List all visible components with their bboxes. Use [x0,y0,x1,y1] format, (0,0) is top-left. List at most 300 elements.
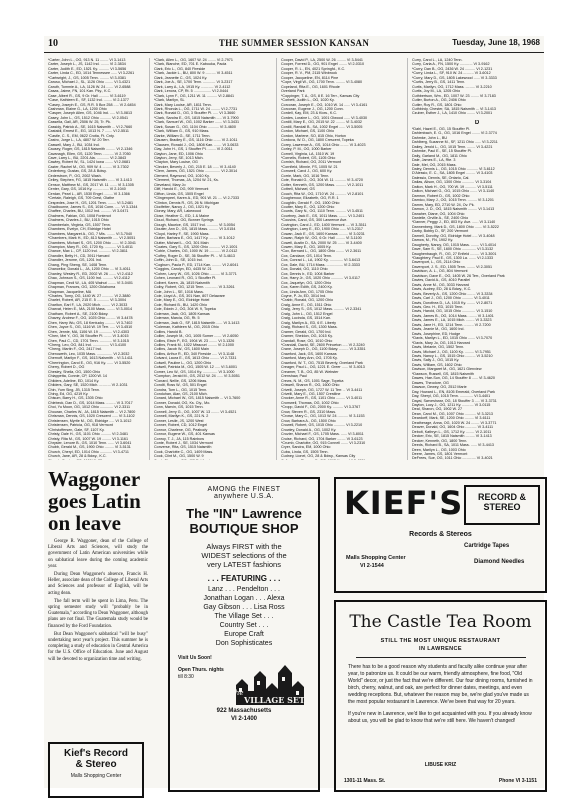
directory-entry: Copeland, Rita E., OG, 1601 Rhode [281,84,340,89]
directory-entry: *Cox, Bernard L., OG, 1800 Ohio ........ VI 2-3611 [281,249,362,254]
directory-entry: Day, Sheryl, OG, 1015 Tenn. ............. VI 3-4401 [412,394,491,399]
boutique-the-in: The "IN" Lawrence [186,506,302,521]
directory-entry: Davis, Jane H., ED, 1214 Tenn. ......... VI 2-7200 [412,322,491,327]
directory-entry: Clement, Raymond, OG, 1010 Ky. [154,173,210,178]
directory-entry: Cuthbertson, Wm., ED, 1007 W. 23 ........ VI 3-7183 [412,93,496,98]
directory-entry: Clausen, Bradley E., GS, 1116 Ohio ....... VI 2-1011 [154,138,238,143]
directory-entry: Darby, Bobby D., SF, 200 Vermont [412,229,469,234]
directory-entry: *Coble, Charles, OG, 1000 W. 19 ........... VI 2-0112 [154,249,238,254]
directory-entry: Cordill, Randall B., SA, 1002 Engel ...... VI 3-5005 [281,124,363,129]
directory-entry: Cooper, R. L., EN, 4021 Springfd., K.C. [281,66,346,71]
directory-entry: Davis, Jeanie M., OG, 1600 Ind. [412,327,465,332]
directory-entry: Cowell, Austin D., SA, 2000 W. 25 ....... VI 3-4400 [281,240,362,245]
directory-entry: Dahmke, Paul E., SE, 15 Stouffer Pl. [412,149,472,154]
directory-entry: Caruso, Michael J., SL, 1126 Ohio ........ VI 3-4321 [48,80,131,85]
directory-entry: Craig, Richard S., GS, 1300 Mass. [281,325,338,330]
ad-kiefs-big [334,477,547,593]
directory-entry: *Dawson, Russell, GS, 1815 Naismith [412,371,474,376]
directory-entry: Cutler, Roy R., GS, 1801 Ohio [412,102,462,107]
boutique-brand: Europe Craft [224,631,264,638]
village-set-logo [230,661,310,707]
directory-entry: Chin, Yum Sing, JB, 1315 Tenn. [48,387,100,392]
directory-entry: Condra, Tom L., OG, 1015 Tenn. [154,387,208,392]
directory-entry: Cohen, Leonard R., OG, 1 Stouffer Pl. [154,276,217,281]
directory-entry: Cornell, Virginia, LA, 1510 W. 19 [281,151,335,156]
directory-entry: Colwell, Patricia M., OG, 1505 W. 12 ..... VI 3-6001 [154,365,238,370]
directory-entry: Cook, Clint M., OG, 1500 W. 9 [154,454,204,459]
kiefs-box-line1: RECORD & [477,492,526,502]
directory-entry: Crozier, Michael F., GS, 1705 Mass. ...... VI 3-8011 [281,432,364,437]
directory-entry: Cole, Richard B., BU, 1420 Ohio [154,302,208,307]
directory-entry: *Castle, C. S., EM, 0622 Crotia, Ft. Cnty. [48,133,115,138]
directory-entry: Chernoff, Marilyn F., GS, 1613 Naismith .. VI 3-1411 [48,356,133,361]
directory-entry: *Crowe, Mary C., OG, 1013 W. 24 .......... VI 3-1153 [281,414,365,419]
directory-entry: Davis, Anne M., OG, 3033 Harvard [412,282,469,287]
directory-entry: *Casper, Joseph Allen, GS, 1046 Ind. ..... VI 3-0813 [48,111,133,116]
directory-entry: Cordes, Loraine L., OG, 1001 Olwood ...... VI 3-4030 [281,115,368,120]
directory-entry: *Curry, Linda L., SF, 910 W. 24 .......... VI 3-6012 [412,71,491,76]
directory-entry: Cowen, Mary E., OG, 1005 Ky. [281,245,332,250]
directory-entry: Collins, Elwin P., EG, 1904 W. 23 ........ VI 3-1326 [154,338,235,343]
directory-entry: Conner, Robert, CD, 1012 Engel [154,423,208,428]
directory-entry: Clark, Joe A., SE, 1700 Tenn. ............ VI 3-2317 [154,80,233,85]
directory-entry: Cordell, Kay, EM, 23 & Kiow., K.C. [281,111,338,116]
directory-entry: Davis, Sally J., OG, 1015 Ky. [412,358,460,363]
directory-entry: Crenshaw, Paul [281,374,307,379]
directory-entry [281,459,403,460]
directory-entry: Chrisman, Dennis, GS, 1020 Crescent ...... VI 3-1102 [48,414,135,419]
directory-entry: Chance, Max L., CP, 1120 Ind. ............ VI 2-3811 [48,249,128,254]
directory-entry: Deaver, Donald, OG, 1604 Ohio ........... VI 3-4111 [412,425,494,430]
directory-entry: Dale, James E., LA, Rte. 3 [412,158,456,163]
directory-entry: *Coffey, Roger D., SE, 36 Stouffer Pl. .. VI 3-4613 [154,253,235,258]
directory-entry: *Cheng, Leo, OG, 841 Ind. ................ VI 3-4100 [48,343,127,347]
directory-entry: *Davis, Mary Jo, OG, 1013 Harvard [412,340,470,345]
directory-entry: Center, Gary, GS, 1016 Ky. ............... VI 2-1040 [48,187,126,192]
directory-entry [48,459,146,460]
directory-entry: Chamberlain, Virginia, GS, 1507 Tenn. [48,222,111,227]
directory-entry: Connell, Jerry G., OG, 1007 W. 13 ........ VI 3-4521 [154,409,237,414]
kiefs-needles: Diamond Needles [474,559,525,565]
directory-entry: Clark, Ronald D., OG, 3 Stouffer Pl. ..... VI 3-3660 [154,111,236,116]
directory-entry: Daughenbaugh, R., OG, 27 Enfield ......... VI 3-3001 [412,251,497,256]
directory-entry: *Clark, Jackie L., BU, 800 W. 9 .......... VI 3-4511 [154,71,233,76]
boutique-phone: VI 2-1400 [230,716,258,722]
directory-entry: Craig, John L., OG, 1512 Engel [281,311,333,316]
directory-entry: Clark, Susan G., OG, 1104 Ohio ........... VI 3-4600 [154,124,236,129]
directory-entry: *Clingenpeel, Karen A., ED, 901 W. 21 .... VI 2-7333 [154,196,240,201]
directory-entry: DeFrees, Sue, OG, 1011 Ohio ............. VI 3-4021 [412,456,493,460]
directory-entry: Crow, Barbara A., OG, 1500 Ohio [281,418,336,423]
directory-entry: Church, Cheryl, ED, 1014 Ohio ............ VI 3-4711 [48,449,129,454]
directory-entry: Crivelli, Mary E., OG, 1507 Crestline [281,391,341,396]
boutique-visit: Visit Us Soon! [178,655,212,661]
directory-entry: Dahlenbach, E. G., OG, 1016 Engel ........ VI 2-3774 [412,131,497,136]
directory-entry: Cloud, Richard, OG, Bonner Springs [154,218,214,223]
directory-entry: Chandler, Jerome, GS, 1201 Ind. [48,258,102,263]
castle-para-1: There has to be a good reason why students and faculty alike continue year after year, to patronize us. It could be our warm, friendly atmosphere, fine food, "Old World" decor, or just the fact that we're different. Our four dining rooms, furnished in birch, cherry, walnut, and oak, are perfect for dinner dates, meetings, and even wedding receptions. But, whatever the reason may be, we're glad you've made us the most popular restaurant in Lawrence. We've been that way for 20 years. [348,664,533,705]
directory-entry: Decker, Kenneth, OG, 1800 Tenn. [412,438,468,443]
boutique-widest: WIDEST selections of the [201,551,287,560]
directory-entry: Chen, Paul C., CD, 1701 Tenn. ............ VI 3-1015 [48,338,129,343]
directory-entry: Cordon, Marlene, SO, 815 Ohio, Horton [281,133,346,138]
directory-entry: *Clark, Lynn F., OG, 1211 W. 11 .......... VI 2-8841 [154,93,235,98]
directory-entry: Colwell, Pauline L., OG, 1200 Ohio [154,360,212,365]
ad-castle-tea-room [334,600,547,792]
directory-entry: Craig, Anne E., OG, 1511 Ohio [281,302,332,307]
directory-entry: Causey, Roger, GS, 1815 Naismith ......... VI 2-1346 [48,147,133,152]
directory-entry: Coleman, Jack O., SF, 1815 Naismith ...... VI 3-1413 [154,320,240,325]
directory-entry: Cryer, Sandra, EM, 1000 Ohio [281,445,331,450]
directory-entry: Castaldi, Ernest E., EG, 1013 N. 7 ....... VI 2-5511 [48,129,129,134]
boutique-brand: Gay Gibson . . . Lisa Ross [203,604,285,611]
directory-entry: Chaffee, Charles, BU, 1012 Ind. .......... VI 3-0471 [48,209,129,214]
directory-entry: Collins, Harold B. [154,329,183,334]
directory-entry: Craig, Marilyn A., ED, 6 E. Liberty [281,320,336,325]
directory-entry: Cook, Charlotte C., OG, 1409 Mass. [154,449,214,454]
directory-entry: Dale, Mel, OG, 2015 Mass. [412,162,457,167]
directory-entry: Cole, Lloyd A., GS, 301 Nan, 807 Delaware [154,294,225,299]
directory-entry: *Clement, Thomas, JA, 1204 W. 21, Ks. [154,178,219,183]
directory-entry: Crawford, W. T., OG, 7515 Beverly, Overland Park [281,360,363,365]
directory-entry: Deen, Marilyn L., OG, 1003 Ohio [412,447,466,452]
directory-entry: Colvard, Laura E., GS, 1613 Ohio ......... VI 2-7331 [154,356,237,361]
directory-entry: *Cartwright, J., GS, 1005 Tenn. ......... VI 3-0381 [48,75,127,80]
directory-entry: Czuber, Esther J., LA, 1410 Ohio ........ VI 3-2001 [412,111,493,116]
directory-entry: Chiappetta, Connie, CP, 1200 W. 14 [48,374,107,379]
directory-entry: Chanley, Wesley R., ED, 2002 W. 26 ....... VI 2-4112 [48,271,133,276]
directory-entry: Counts, Gary N., OG, 1110 Tenn. .......... VI 3-4511 [281,209,363,214]
directory-entry: Deal, Sharon, OG, 1902 W. 27 [412,407,463,412]
directory-entry: Cederstrom, P., OG, 2002 Wash. [48,173,102,178]
directory-entry: Cleveland, Mary Jo [154,182,186,187]
directory-entry: Cordova, W. D., OG, 1800 Crescent, Topeka [281,138,354,143]
directory-entry: Cederberg, Gustav, GS, 28 & Bdwy. [48,169,107,174]
directory-entry: Castro, Jorge L., LA, 4807 W. 20 Terr. [48,138,110,143]
directory-entry: Cloney, Mary, AR, Lakewood [154,209,202,214]
article-paragraph: The fall term will be spent in Lima, Peru. The spring semester study will "probably be in Guatemala," according to Dean Waggoner, although plans are not final. The Guatemala study would be financed by the Ford Foundation. [48,598,148,629]
directory-entry: Charvat, Helen E., MA, 2100 Mass. ........ VI 3-0014 [48,307,133,312]
directory-entry: Deere, James, GS, 1801 Vermont [412,451,468,456]
directory-entry: Crandall, Rose, OG, 1010 Ohio [281,338,333,343]
directory-entry: *Cope, Virgil W., OG, 1700 Tenn. ......... VI 3-4080 [281,80,363,85]
directory-entry: Coffin, John D., SE, 1015 Ind. [154,258,203,263]
directory-entry: Cudney, Lionel, OG, 28 & Bdwy., Kansas City [281,454,356,459]
directory-entry: Caruth, Tommie A., LA, 1126 W. 24 ....... VI 2-6588 [48,84,131,89]
directory-entry: Davis, Dorothea D., LA, 1015 Ky. ........ VI 2-8071 [412,300,493,305]
directory-entry: Cherry, Robert D., OG [48,365,85,370]
directory-entry: Clough, Maurice, GS, 1517 Ind. ........... VI 3-0054 [154,222,235,227]
directory-entry: Chadbourne, James S., GS, 1016 Conn. ..... VI 3-1344 [48,204,138,209]
article-paragraph: But Dean Waggoner's sabbatical "will be busy" undertaking next year's project. This summer he is completing a study of education in Central America for the U.S. Office of Education. June and August will be devoted to organization time and writing. [48,631,148,662]
directory-entry: *Carter, John L., OG, 913 N. 11 ........ VI 3-1413 [48,58,126,62]
boutique-brand: Don Sophisticates [215,640,273,647]
directory-entry: Darnell, Dorothy, OG, Eldridge Hotel ..... VI 3-4048 [412,233,495,238]
directory-entry: Charlton, Earl F., LA, 2020 Mich. ........ VI 2-3033 [48,302,128,307]
directory-entry: Chavey, Andrew F., OG, 1025 Ohio ......... VI 3-4478 [48,316,133,321]
directory-entry: Coughenour, Elizabeth, OG, R.R. 1 [281,196,339,201]
directory-entry: *Coggins, Carolyn, ED, 4435 W. 21 [154,267,212,272]
directory-entry: *Clayton, Mary Louise, OG [154,160,198,165]
boutique-latest: very LATEST fashions [207,560,281,569]
directory-entry: Cole, John L., SE, 1016 Mass. [154,289,204,294]
directory-entry: Davis, Beverly A., GS, 1200 Ohio ........ VI 3-3334 [412,291,493,296]
directory-entry: Condit, Ross W., GS, 501 Engel [154,383,207,388]
directory-entry: Collins, Jacob W., GS, 1600 Main [154,347,209,352]
ad-kiefs-small-line2: & Stereo [75,759,117,770]
directory-entry: *Coppinger, T. A., GS, 8 E. 16 Terr., Kansas City [281,93,360,98]
directory-entry: Cuthbirdy, Chester, SA, 1815 Naismith ... VI 3-1413 [412,106,496,111]
directory-entry: Cottrell, Michael, GS [281,187,315,192]
directory-entry: Case, Albert R., GS, 9 Gr. Hall .......... VI 3-6119 [48,93,126,98]
directory-entry: Cordon, Michael, GS, 1100 Ohio [281,129,335,134]
kiefs-record-stereo-box [464,485,540,525]
directory-entry: Chen, Jennie, MA, 1106 W. 19 ............. VI 2-4303 [48,329,130,334]
boutique-brand-list [170,585,318,648]
directory-entry: Cowan, Ralph W., OG, 6 Gr. Hall ......... VI 3-1100 [281,236,362,241]
kiefs-records-stereos: Records & Stereos [409,531,472,538]
directory-entry: Charlet, Robert, AR, 215 E. 5 ............ VI 3-3004 [48,298,127,303]
directory-entry: Covington, Larry E., ED, 1900 Ohio ...... VI 3-2317 [281,227,363,232]
directory-entry: Christy, Rita M., GS, 1007 W. 19 ......... VI 3-1161 [48,436,128,441]
directory-entry: Crocker, Anne R., GS, 1101 Ohio ......... VI 3-4011 [281,396,363,401]
directory-entry: Cote, Ronald G., OG, 304 W. 11 ........... VI 3-4720 [281,178,363,183]
directory-entry: Christy, Dale H., GS, 1101 Ohio .......... VI 2-3481 [48,432,128,437]
ad-kiefs-small-line1: Kief's Record [63,748,129,759]
directory-entry [154,459,252,460]
directory-entry: *Chen, Mei Y., OG, 36 Stouffer Pl. ....... VI 3-4015 [48,334,129,339]
directory-entry: Dean, Carol M., OG, 1007 Ohio ........... VI 3-3213 [412,411,493,416]
directory-entry: Cornish, Richard, OG, 2011 Vermont [281,160,341,165]
article-body [48,539,148,663]
directory-entry: Clark, Mary Louise, AR, 1811 Tenn. [154,102,212,107]
ad-village-set-boutique [168,477,320,792]
kiefs-name: KIEF'S [344,484,464,522]
directory-entry: Cerdan, Pearl L., AR, 1530 Engel ......... VI 3-1366 [48,191,130,196]
directory-entry: Cashman, Elaine G., LA, 1200 Ohio [48,106,107,111]
directory-entry: *Chambers, Mark H., ED, 813 Naismith ..... VI 2-5051 [48,236,136,241]
directory-entry: Curry, Carol L., LA, 1240 Tenn. [412,58,463,62]
directory-entry: Davis, Harold, OG, 1015 Ohio ............. VI 3-1510 [412,309,493,314]
directory-entry: Dallas, Alison, OG, 1300 Ohio ............ VI 3-3104 [412,180,492,185]
directory-entry: Corey, Lawrence A., GS, 1014 Ohio ........ VI 3-4023 [281,142,366,147]
directory-entry: Debolt, Kathryn L., GS, 1712 Ky. ........ VI 2-1011 [412,429,492,434]
directory-entry: Conte, Robert J., SE, 1034 Vermont [154,440,213,445]
directory-entry: D'Alessio, E. C., SA, 1805 Engel ......... VI 3-4103 [412,171,493,176]
directory-entry: Clark, Eric L., OG, 840 Fireside [154,66,206,71]
directory-entry: Cowan, Jack E., GS, 1600 Kansas ......... VI 3-0231 [281,231,365,236]
directory-entry: Deardorff, Mark, SE, 1200 Ohio ......... VI 3-6111 [412,416,491,421]
directory-entry: *Curtis, Jerry B., GS, 1411 Tenn. [412,80,466,85]
directory-entry: Cox, Conrad L., LA, 1902 Ky. ............. VI 3-6413 [281,258,361,263]
directory-entry: *Coleman, Kathleen M., OG, 2015 Ohio [154,325,219,330]
directory-entry: Conner, Lesile, JS, 1200 West [154,418,204,423]
directory-entry: Creager, Paul L., OG, 1221 E. Greer ...... VI 3-4013 [281,365,365,370]
directory-entry: Cazier, Rachel M., OG, 909 W. 4 ......... VI 3-7302 [48,164,129,169]
directory-entry: Cole, Mary E., OG, Eldridge Hotel [154,298,210,303]
directory-entry: *Clem, James, OG, 1521 Ohio ............... VI 2-3014 [154,169,238,174]
directory-entry: Cotter, Kenneth, GS, 1200 Mass. .......... VI 2-1011 [281,182,364,187]
directory-entry: Carter, Linda C., ED, 1014 Tennessee ...... VI 3-2261 [48,71,135,76]
directory-entry: Davis, Nancy L., GS, 1515 Ohio .......... VI 3-5210 [412,354,493,358]
directory-entry: Childers, Adeline, ED, 1014 Ky. [48,378,100,383]
directory-entry: *Curry, Mary D., GS, 1805 Lakewood ...... VI 3-3333 [412,75,497,80]
directory-entry: *Crandall, David, SE, 2600 Princeton ..... VI 2-3240 [281,343,365,347]
directory-entry: Daugherty, Nancy, OG, 1015 Mass. ........ VI 3-4014 [412,242,497,247]
kiefs-cartridge: Cartridge Tapes [464,543,510,549]
directory-entry: Davis, William, GS, 1602 Ohio [412,362,462,367]
directory-entry: Censor, Matthew M., GS, 2017 W. 11 ....... VI 3-1305 [48,182,134,187]
page-header [44,36,544,53]
directory-entry: Chisum, Barry H., GS, 1305 Ohio [48,396,103,401]
column-rule [149,58,150,460]
directory-entry: Collins, Frank M., 1022 Missouri ......... VI 2-1000 [154,343,234,347]
directory-entry: Crawford, Jack, GS, 1600 Kansas [281,351,337,356]
logo-name-text: VILLAGE SET [244,695,305,705]
ad-kiefs-small-line3: Malls Shopping Center [70,773,122,779]
directory-entry: *Cogburn, Paula P., ED, 1714 Kan. ......... VI 2-6041 [154,262,239,267]
directory-entry: Dayton, Lucy J., OG, 1211 Ky. ........... VI 3-0115 [412,402,491,407]
directory-entry: Coleman, Jack, OG, 1805 Kansas [154,311,210,316]
directory-entry: Chao, Johnson S., GS, 1100 Ind. .......... VI 2-4112 [48,276,130,281]
directory-entry: Criswell, Sharon R., OG, 1600 Ohio [281,383,340,388]
directory-entry: Dawson, Dewey, OG, 2512 Marie [412,385,467,390]
directory-entry: *Davis, Marilyn L., ED, 1015 Ohio ....... VI 3-7070 [412,336,493,341]
directory-entry: *Casey, Joseph E., GS, R.R. 5 Box 258 ..... VI 2-6454 [48,102,136,107]
directory-entry: *Clecker, Beverly J., OG, 215 E. 18 ...... VI 3-4140 [154,164,236,169]
directory-entry: Cox, Donald, OG, 1110 Ohio [281,267,328,272]
directory-entry: Conroy, T. J., JA, 115 Rainbow [154,436,205,441]
directory-entry: Curtis, Joy M., LA, 1205 Ohio [412,89,461,94]
directory-entry: Clodfelter, Nancy J., OG, 1021 Ky. [154,204,211,209]
directory-entry: Darrow, M., FN, 1902 Ky. [412,238,454,243]
directory-entry: *Clark, Marilyn, SL [154,98,185,103]
boutique-brand: Country Set . . . [219,622,269,629]
boutique-bottom [170,661,318,723]
directory-entry: Cox, Jaquelyn, OG, 1200 Ohio [281,280,332,285]
directory-entry: Davis, Michael J., OG, 1100 Ky. ......... VI 3-7951 [412,349,491,354]
boutique-featuring: . . . FEATURING . . . [207,574,281,583]
directory-entry: Cassella, Gail, AR, 2506 W. 25, Tr. Pk. [48,120,111,125]
directory-entry: Connor, Charlene, OG, Peabody [154,427,208,432]
directory-entry: Courtney, Jack E., GS, 1011 Mass. ........ VI 3-2401 [281,213,365,218]
directory-entry: Clark, Larry A., LA, 1915 Ky. ............ VI 2-4112 [154,84,231,89]
kiefs-phone: VI 2-1544 [360,563,384,569]
castle-phone: Phone VI 3-1151 [498,778,537,784]
directory-entry: Dayal, Sarveshwar, OG, 18 Stouffer 3 ..... VI 3-3731 [412,398,497,403]
directory-entry: Cliff, Harold E., OG, 909 Vermont [154,187,209,192]
directory-entry: Coulter, Mary E., OG, 1200 Ohio [281,204,335,209]
directory-entry: *Cheng, Martin F., OG, 2417 Ind. [48,347,102,352]
directory-entry: Davidson, Dave E., OG, 1405 W. 26 Terr., Overland Park [412,273,505,278]
directory-entry: Conn, Marvin, GS, 1015 Tenn. [154,405,204,410]
directory-entry: Cutler, Burton A., OG, 2406 Ohio [412,98,466,103]
directory-entry: Craig, Lucinda, GS, 1514 Kan. [281,316,332,321]
directory-entry: Crivelli, Joseph, OG, 1727 W. 11 Terr. .. VI 3-4411 [281,387,363,392]
directory-entry: Cox, Dale, BU, 1714 Mass. ................ VI 2-3333 [281,262,360,267]
directory-entry: Chatham, Robert A., SE, 2100 Bdwy. [48,311,109,316]
directory-entry: Decker, Eric, SE, 1815 Naismith ......... VI 3-1413 [412,434,492,439]
column-rule [276,58,277,460]
directory-entry: *Crumb, Charlotte, OG, 915 Connell ....... VI 3-2310 [281,440,366,445]
directory-entry: Conner, Donald, OG, Ks. Cty., Mo. [154,400,211,405]
directory-entry: Danaher, Diane, OG, 1004 Ohio [412,211,465,216]
directory-entry: Dannenberg, Mark D., GS, 1800 Ohio ....... VI 3-5222 [412,224,499,229]
directory-column-4 [412,58,542,460]
directory-entry: Colbert, Karen, JA, 1815 Naismith [154,280,210,285]
kiefs-malls: Malls Shopping Center [346,555,406,561]
directory-entry: Chapman, Cecil W., LA, 405 Walnut ........ VI 3-0401 [48,280,133,285]
directory-entry: Caswell, Mary J., BU, 1034 Ind. [48,142,100,147]
directory-entry: Cornwell, Carol J., OG, 600 Ky. [281,169,333,174]
directory-entry: Clutter, Michael L., OG, 301 Main [154,240,209,245]
directory-entry: *Cloyd, Harley F., SE, 1900 Mass. [154,231,210,236]
directory-entry: Coyne, P. Jo, ED, 3014 Ind. [281,294,327,299]
directory-entry: Cramer, Gerald, OG, 1700 Ind. [281,329,332,334]
directory-column-3 [281,58,403,460]
directory-entry: Chambers, Margaret A., OG, 7 Mis. ........ VI 3-7040 [48,231,133,236]
directory-entry: Chambers, Evelyn, CH, Eldridge Hotel [48,227,111,232]
article-paragraph: George R. Waggoner, dean of the College of Liberal Arts and Sciences, will study the government of Latin American universities while on sabbatical leave during the coming academic year. [48,539,148,569]
directory-entry: Creamer, T. B., OG, 85 W. Webster [281,369,339,374]
directory-entry: *Dahl, Hazel E., OG, 15 Stouffer Pl. [412,126,471,131]
directory-entry: Comer, Leo W., GS, 1014 Ky. .............. VI 3-1000 [154,369,235,374]
directory-entry: *Clark, William G., GS, 910 Mass. [154,129,210,134]
article-waggoner [48,468,148,665]
directory-entry: Corcoran, Eugene J., OG, 1200 Conn. [281,106,344,111]
directory-entry: Clayton, Jane, ED, 1006 Ohio [154,151,203,156]
directory-entry: Clarke, William G., SE, 1711 Tenn. [154,133,211,138]
directory-entry: Corley, P. M., OG, 1000 Barker [281,147,332,152]
directory-entry: Champion, Mary R., OG, 1720 Ky. ........... VI 3-4011 [48,245,133,250]
directory-entry: Cave, Larry L., BU, 2201 Ala. ............ VI 2-3843 [48,155,127,160]
directory-entry: Davidson, A. L., OG, 804 Vermont [412,269,468,274]
directory-entry: Corrie, Mark, OG, 1016 Tenn. [281,173,330,178]
directory-entry: Dalessio, Dennis, SE, Ontario, Cal. [412,175,470,180]
directory-entry: Ching, Ed, OG, 4219 Ky. [48,391,89,396]
directory-entry: Cruise, Richard, OG, 1704 Barker ........ VI 3-6123 [281,436,363,441]
directory-entry: Chenoweth, Leo, 1035 Mass. ............... VI 2-3032 [48,351,130,356]
directory-entry: *Cornelis, Robert, GS, 1105 Ohio [281,155,336,160]
castle-tagline-1: STILL THE MOST UNIQUE RESTAURANT [380,638,501,644]
directory-entry: Collins, Arthur R., ED, 340 Fireside ..... VI 3-1148 [154,351,235,356]
directory-entry: Cooper, R. V., PM, 2115 Winbrook [281,71,337,76]
directory-entry: Chouran, Charles W., JA, 1815 Naismith ... VI 2-7800 [48,409,136,414]
directory-entry: Davis, Carl J., OG, 1200 Ohio ........... VI 3-4011 [412,296,490,301]
directory-entry: Deeds, Richard B., SA, 1011 Mass. ...... VI 3-4413 [412,443,494,448]
directory-entry: Craig, Jerry S., GS, 1012 Mass. .......... VI 2-3341 [281,307,362,312]
directory-entry: Davis, Josephine, ED, Hodge [412,331,461,336]
directory-entry: Casey, John L., GS, 1512 Ohio ........... VI 2-0541 [48,115,129,120]
directory-entry: Chapman, Jacqueline, MA [48,289,92,294]
directory-entry: Curry, Carla A., FN, 1500 Ky. ............ VI 3-9162 [412,62,490,67]
directory-entry: Cox, Karen Edith, GS, 2400 Ky. [281,285,333,290]
directory-entry: Dahmke, John L., BU [412,135,448,140]
article-paragraph: During Dean Waggoner's absence, Francis H. Heller, associate dean of the College of Liberal Arts and Sciences and professor of English, will be acting dean. [48,572,148,596]
directory-entry: *Corbett, Judith L., OG, 1020 Ky. [281,98,335,103]
directory-entry: Cox, Candace, GS, 1014 Tenn. [281,253,332,258]
directory-entry: Crowley, Donald A., OG, 1002 Ky. [281,427,337,432]
logo-the-text: the [232,689,244,697]
directory-entry: Davenport, J. S., ED, 1505 Tenn. ........ VI 2-3051 [412,264,493,269]
directory-entry: *Case, Kathleen E., SF, 1132 Ind. ........ VI 2-1377 [48,98,129,103]
directory-entry: *Cousins, Carol, GS, 300 Lawrence Ave. [281,218,348,223]
directory-entry: Childers, Gary, SE, 1520 Mich. ........... VI 2-1031 [48,383,128,388]
directory-entry: Cox, Linda Ann, OG, 1705 Ohio [281,289,333,294]
directory-entry: Davis, James E., LA, 1015 Mich. ........ VI 3-3323 [412,318,492,323]
castle-para-2: If you're new in Lawrence, we'd like to get acquainted with you. If you already know about us, you will be glad to know that we're still here. We haven't changed! [348,711,532,724]
directory-entry: Coughlin, Gerald F., OG, 1500 Ohio [281,200,340,205]
